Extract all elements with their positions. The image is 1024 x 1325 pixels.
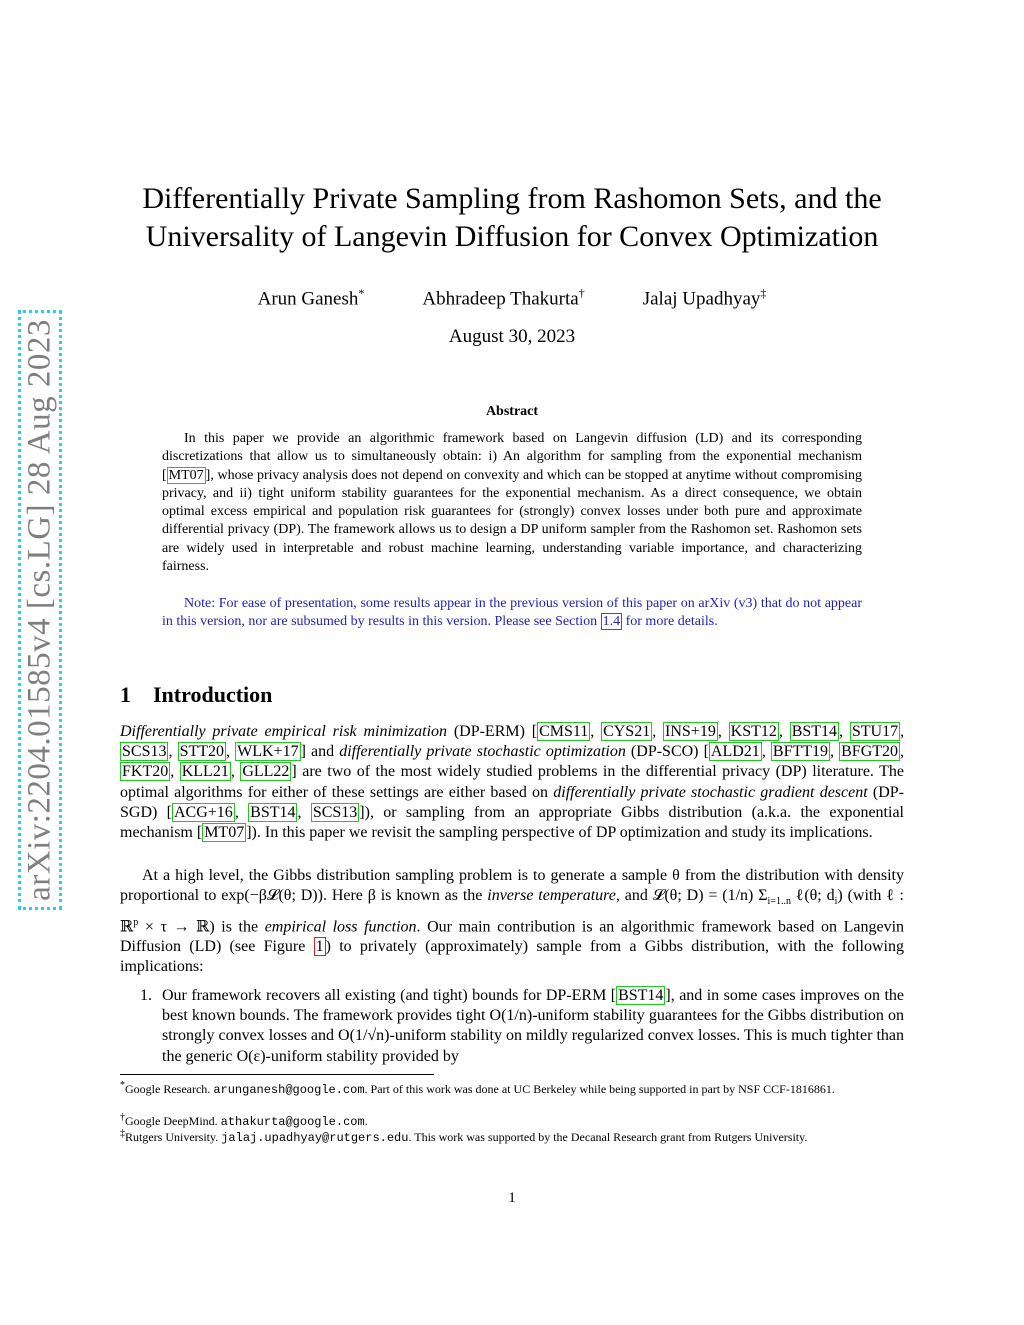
footnote-1: *Google Research. arunganesh@google.com. Part of this work was done at UC Berkeley while being supported in part by NSF CCF-1816861. bbox=[120, 1080, 835, 1097]
title-line-2: Universality of Langevin Diffusion for Convex Optimization bbox=[145, 220, 879, 253]
citation-link[interactable]: MT07 bbox=[204, 824, 245, 842]
section-number: 1 bbox=[120, 682, 131, 707]
citation-link[interactable]: ACG+16 bbox=[174, 803, 233, 821]
list-item-text: Our framework recovers all existing (and tight) bounds for DP-ERM [ BST14 ], and in some cases improves on the best known bounds. The framework provides tight O(1/n)-uniform stability guarantees for the Gibbs distribution on strongly convex losses and O(1/√n)-uniform stability on mildly regularized convex losses. This is much tighter than the generic O(ε)-uniform stability provided by bbox=[162, 987, 905, 1065]
author-list bbox=[120, 286, 904, 310]
author: Jalaj Upadhyay‡ bbox=[642, 286, 767, 310]
stamp-text: arXiv:2204.01585v4 [cs.LG] 28 Aug 2023 bbox=[21, 319, 58, 901]
paper-date: August 30, 2023 bbox=[448, 326, 576, 347]
citation-link[interactable]: SCS13 bbox=[312, 803, 358, 821]
citation-link[interactable]: BST14 bbox=[250, 803, 296, 821]
citation-link[interactable]: CMS11 bbox=[539, 723, 589, 740]
author-mark[interactable]: ‡ bbox=[760, 286, 767, 300]
section-title: Introduction bbox=[153, 682, 273, 707]
citation-link[interactable]: STU17 bbox=[851, 723, 899, 740]
arxiv-side-stamp[interactable] bbox=[18, 310, 62, 910]
version-note: Note: For ease of presentation, some results appear in the previous version of this paper on arXiv (v3) that do not appear in this version, nor are subsumed by results in this version. Please see Section 1.4 for more details. bbox=[162, 596, 862, 630]
footnote-2: †Google DeepMind. athakurta@google.com. bbox=[120, 1112, 368, 1129]
email-address: jalaj.upadhyay@rutgers.edu bbox=[221, 1131, 409, 1145]
citation-link[interactable]: BST14 bbox=[791, 723, 838, 740]
citation-link[interactable]: INS+19 bbox=[665, 723, 716, 740]
citation-link[interactable]: MT07 bbox=[168, 467, 204, 483]
section-ref-link[interactable]: 1.4 bbox=[602, 614, 621, 630]
citation-link[interactable]: GLL22 bbox=[242, 763, 290, 781]
footnote-3: ‡Rutgers University. jalaj.upadhyay@rutgers.edu. This work was supported by the Decanal Research grant from Rutgers University. bbox=[120, 1128, 808, 1145]
footnote-divider bbox=[120, 1074, 434, 1075]
citation-link[interactable]: SCS13 bbox=[122, 743, 167, 761]
intro-paragraph-2: At a high level, the Gibbs distribution sampling problem is to generate a sample θ from the distribution with density proportional to exp(−β𝓛(θ; D)). Here β is known as the inverse temperature, and 𝓛(θ; D) = (1/n) $\Sigma_{i=1..n}$ ℓ(θ; $d_i$) (with ℓ : ℝ$^p$ × τ → ℝ) is the empirical loss function. Our main contribution is an algorithmic framework based on Langevin Diffusion (LD) (see Figure 1 ) to privately (approximately) sample from a Gibbs distribution, with the following implications: bbox=[120, 867, 905, 976]
citation-link[interactable]: STT20 bbox=[179, 743, 225, 761]
citation-link[interactable]: FKT20 bbox=[122, 763, 169, 781]
email-address: arunganesh@google.com bbox=[213, 1083, 365, 1097]
citation-link[interactable]: KST12 bbox=[730, 723, 777, 740]
list-marker: 1. bbox=[140, 987, 152, 1004]
author: Abhradeep Thakurta† bbox=[422, 286, 585, 310]
citation-link[interactable]: CYS21 bbox=[603, 723, 651, 740]
title-line-1: Differentially Private Sampling from Rashomon Sets, and the bbox=[142, 182, 882, 215]
citation-link[interactable]: BFGT20 bbox=[841, 743, 899, 761]
list-item bbox=[140, 986, 904, 1067]
author-mark[interactable]: * bbox=[358, 286, 365, 300]
figure-ref-link[interactable]: 1 bbox=[315, 938, 324, 956]
intro-paragraph-1: Differentially private empirical risk minimization (DP-ERM) [ CMS11 , CYS21 , INS+19 , KST12 , BST14 , STU17 , SCS13 , STT20 , WLK+17 ] and differentially private stochastic optimization (DP-SCO) [ ALD21 , BFTT19 , BFGT20 , FKT20 , KLL21 , GLL22 ] are two of the most widely studied problems in the differential privacy (DP) literature. The optimal algorithms for either of these settings are either based on differentially private stochastic gradient descent (DP-SGD) [ ACG+16 , BST14 , SCS13 ]), or sampling from an appropriate Gibbs distribution (a.k.a. the exponential mechanism [ MT07 ]). In this paper we revisit the sampling perspective of DP optimization and study its implications. bbox=[120, 723, 905, 842]
paper-title bbox=[120, 180, 904, 256]
author-mark[interactable]: † bbox=[578, 286, 585, 300]
citation-link[interactable]: WLK+17 bbox=[237, 743, 299, 761]
email-address: athakurta@google.com bbox=[220, 1115, 365, 1129]
author: Arun Ganesh* bbox=[257, 286, 365, 310]
citation-link[interactable]: ALD21 bbox=[710, 743, 760, 761]
citation-link[interactable]: BFTT19 bbox=[772, 743, 829, 761]
section-heading bbox=[120, 682, 272, 708]
citation-link[interactable]: BST14 bbox=[618, 987, 664, 1004]
abstract-heading: Abstract bbox=[485, 404, 539, 419]
page-number: 1 bbox=[508, 1190, 516, 1206]
abstract-text: In this paper we provide an algorithmic framework based on Langevin diffusion (LD) and its corresponding discretizations that allow us to simultaneously obtain: i) An algorithm for sampling from the exponential mechanism [ MT07 ], whose privacy analysis does not depend on convexity and which can be stopped at anytime without compromising privacy, and ii) tight uniform stability guarantees for the exponential mechanism. As a direct consequence, we obtain optimal excess empirical and population risk guarantees for (strongly) convex losses under both pure and approximate differential privacy (DP). The framework allows us to design a DP uniform sampler from the Rashomon set. Rashomon sets are widely used in interpretable and robust machine learning, understanding variable importance, and characterizing fairness. bbox=[162, 431, 862, 575]
sum-expression: (1/n) Σ bbox=[722, 887, 768, 905]
citation-link[interactable]: KLL21 bbox=[181, 763, 229, 781]
